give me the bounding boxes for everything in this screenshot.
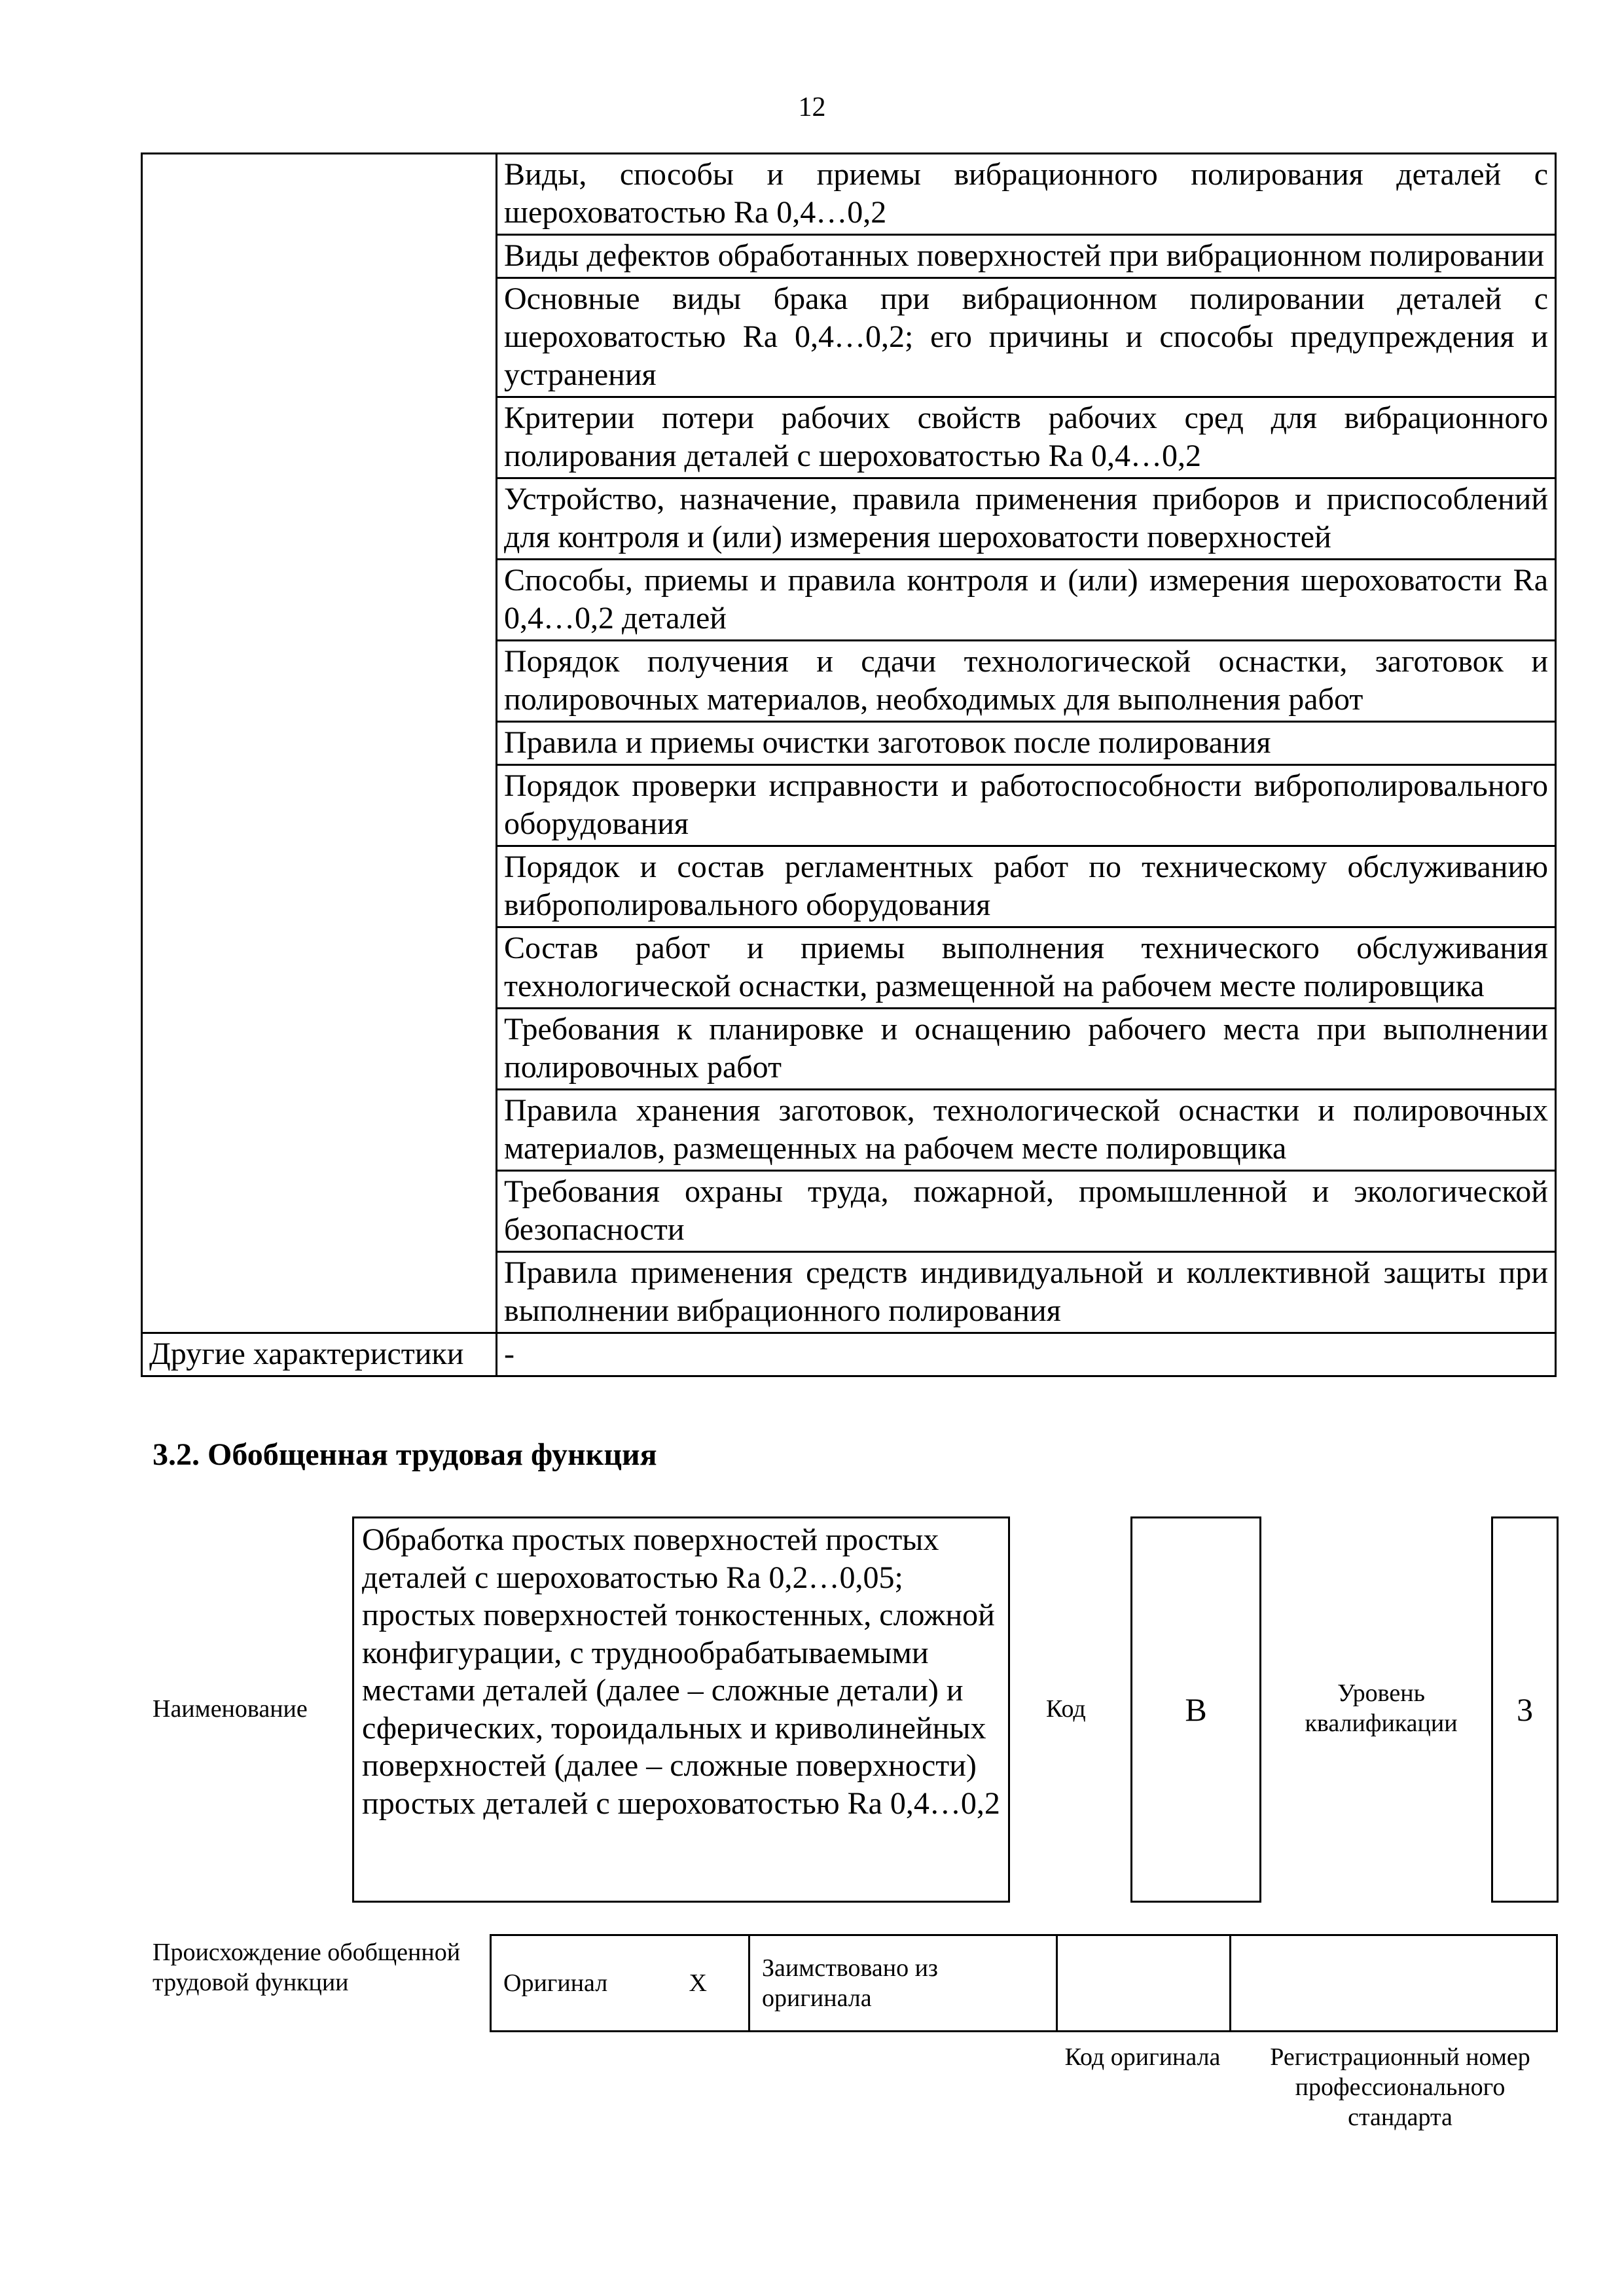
name-value: Обработка простых поверхностей простых деталей с шероховатостью Ra 0,2…0,05; простых поверхностей тонкостенных, сложной конфигурации, с труднообрабатываемыми местами деталей (далее – сложные детали) и сферических, тороидальных и криволинейных поверхностей (далее – сложные поверхности) простых деталей с шероховатостью Ra 0,4…0,2 xyxy=(352,1516,1010,1903)
empty-label-cell xyxy=(142,154,497,1333)
reg-number-caption: Регистрационный номер профессионального стандарта xyxy=(1270,2043,1530,2131)
table-row: Устройство, назначение, правила применения приборов и приспособлений для контроля и (или) измерения шероховатости поверхностей xyxy=(497,478,1556,560)
other-characteristics-label: Другие характеристики xyxy=(142,1333,497,1376)
name-label: Наименование xyxy=(153,1695,308,1723)
table-row: Состав работ и приемы выполнения технического обслуживания технологической оснастки, размещенной на рабочем месте полировщика xyxy=(497,927,1556,1009)
table-row: Правила хранения заготовок, технологической оснастки и полировочных материалов, размещенных на рабочем месте полировщика xyxy=(497,1090,1556,1171)
table-row: Основные виды брака при вибрационном полировании деталей с шероховатостью Ra 0,4…0,2; его причины и способы предупреждения и устранения xyxy=(497,278,1556,397)
table-row: Правила и приемы очистки заготовок после полирования xyxy=(497,722,1556,765)
code-original-caption: Код оригинала xyxy=(1064,2043,1221,2071)
code-value: B xyxy=(1130,1516,1261,1903)
origin-table xyxy=(490,1934,1558,2032)
section-title: 3.2. Обобщенная трудовая функция xyxy=(153,1437,657,1472)
code-original-cell xyxy=(1057,1935,1231,2032)
table-row: Виды дефектов обработанных поверхностей при вибрационном полировании xyxy=(497,235,1556,278)
origin-label: Происхождение обобщенной трудовой функции xyxy=(153,1939,461,1996)
table-row: Правила применения средств индивидуальной и коллективной защиты при выполнении вибрационного полирования xyxy=(497,1252,1556,1333)
knowledge-table xyxy=(141,152,1557,1377)
table-row: Порядок проверки исправности и работоспособности виброполировального оборудования xyxy=(497,765,1556,846)
reg-number-cell xyxy=(1231,1935,1557,2032)
table-row: Порядок и состав регламентных работ по техническому обслуживанию виброполировального оборудования xyxy=(497,846,1556,927)
table-row: Требования охраны труда, пожарной, промышленной и экологической безопасности xyxy=(497,1171,1556,1252)
table-row: Способы, приемы и правила контроля и (или) измерения шероховатости Ra 0,4…0,2 деталей xyxy=(497,560,1556,641)
original-mark: X xyxy=(648,1935,749,2032)
table-row: Порядок получения и сдачи технологической оснастки, заготовок и полировочных материалов, необходимых для выполнения работ xyxy=(497,641,1556,722)
original-label: Оригинал xyxy=(491,1935,648,2032)
page-number: 12 xyxy=(798,92,826,122)
qualification-level-value: 3 xyxy=(1491,1516,1559,1903)
table-row: Критерии потери рабочих свойств рабочих сред для вибрационного полирования деталей с шероховатостью Ra 0,4…0,2 xyxy=(497,397,1556,478)
borrowed-label: Заимствовано из оригинала xyxy=(749,1935,1057,2032)
qualification-level-label: Уровень квалификации xyxy=(1305,1679,1458,1737)
table-row: Требования к планировке и оснащению рабочего места при выполнении полировочных работ xyxy=(497,1009,1556,1090)
table-row: Виды, способы и приемы вибрационного полирования деталей с шероховатостью Ra 0,4…0,2 xyxy=(497,154,1556,235)
other-characteristics-value: - xyxy=(497,1333,1556,1376)
code-label: Код xyxy=(1046,1695,1086,1723)
